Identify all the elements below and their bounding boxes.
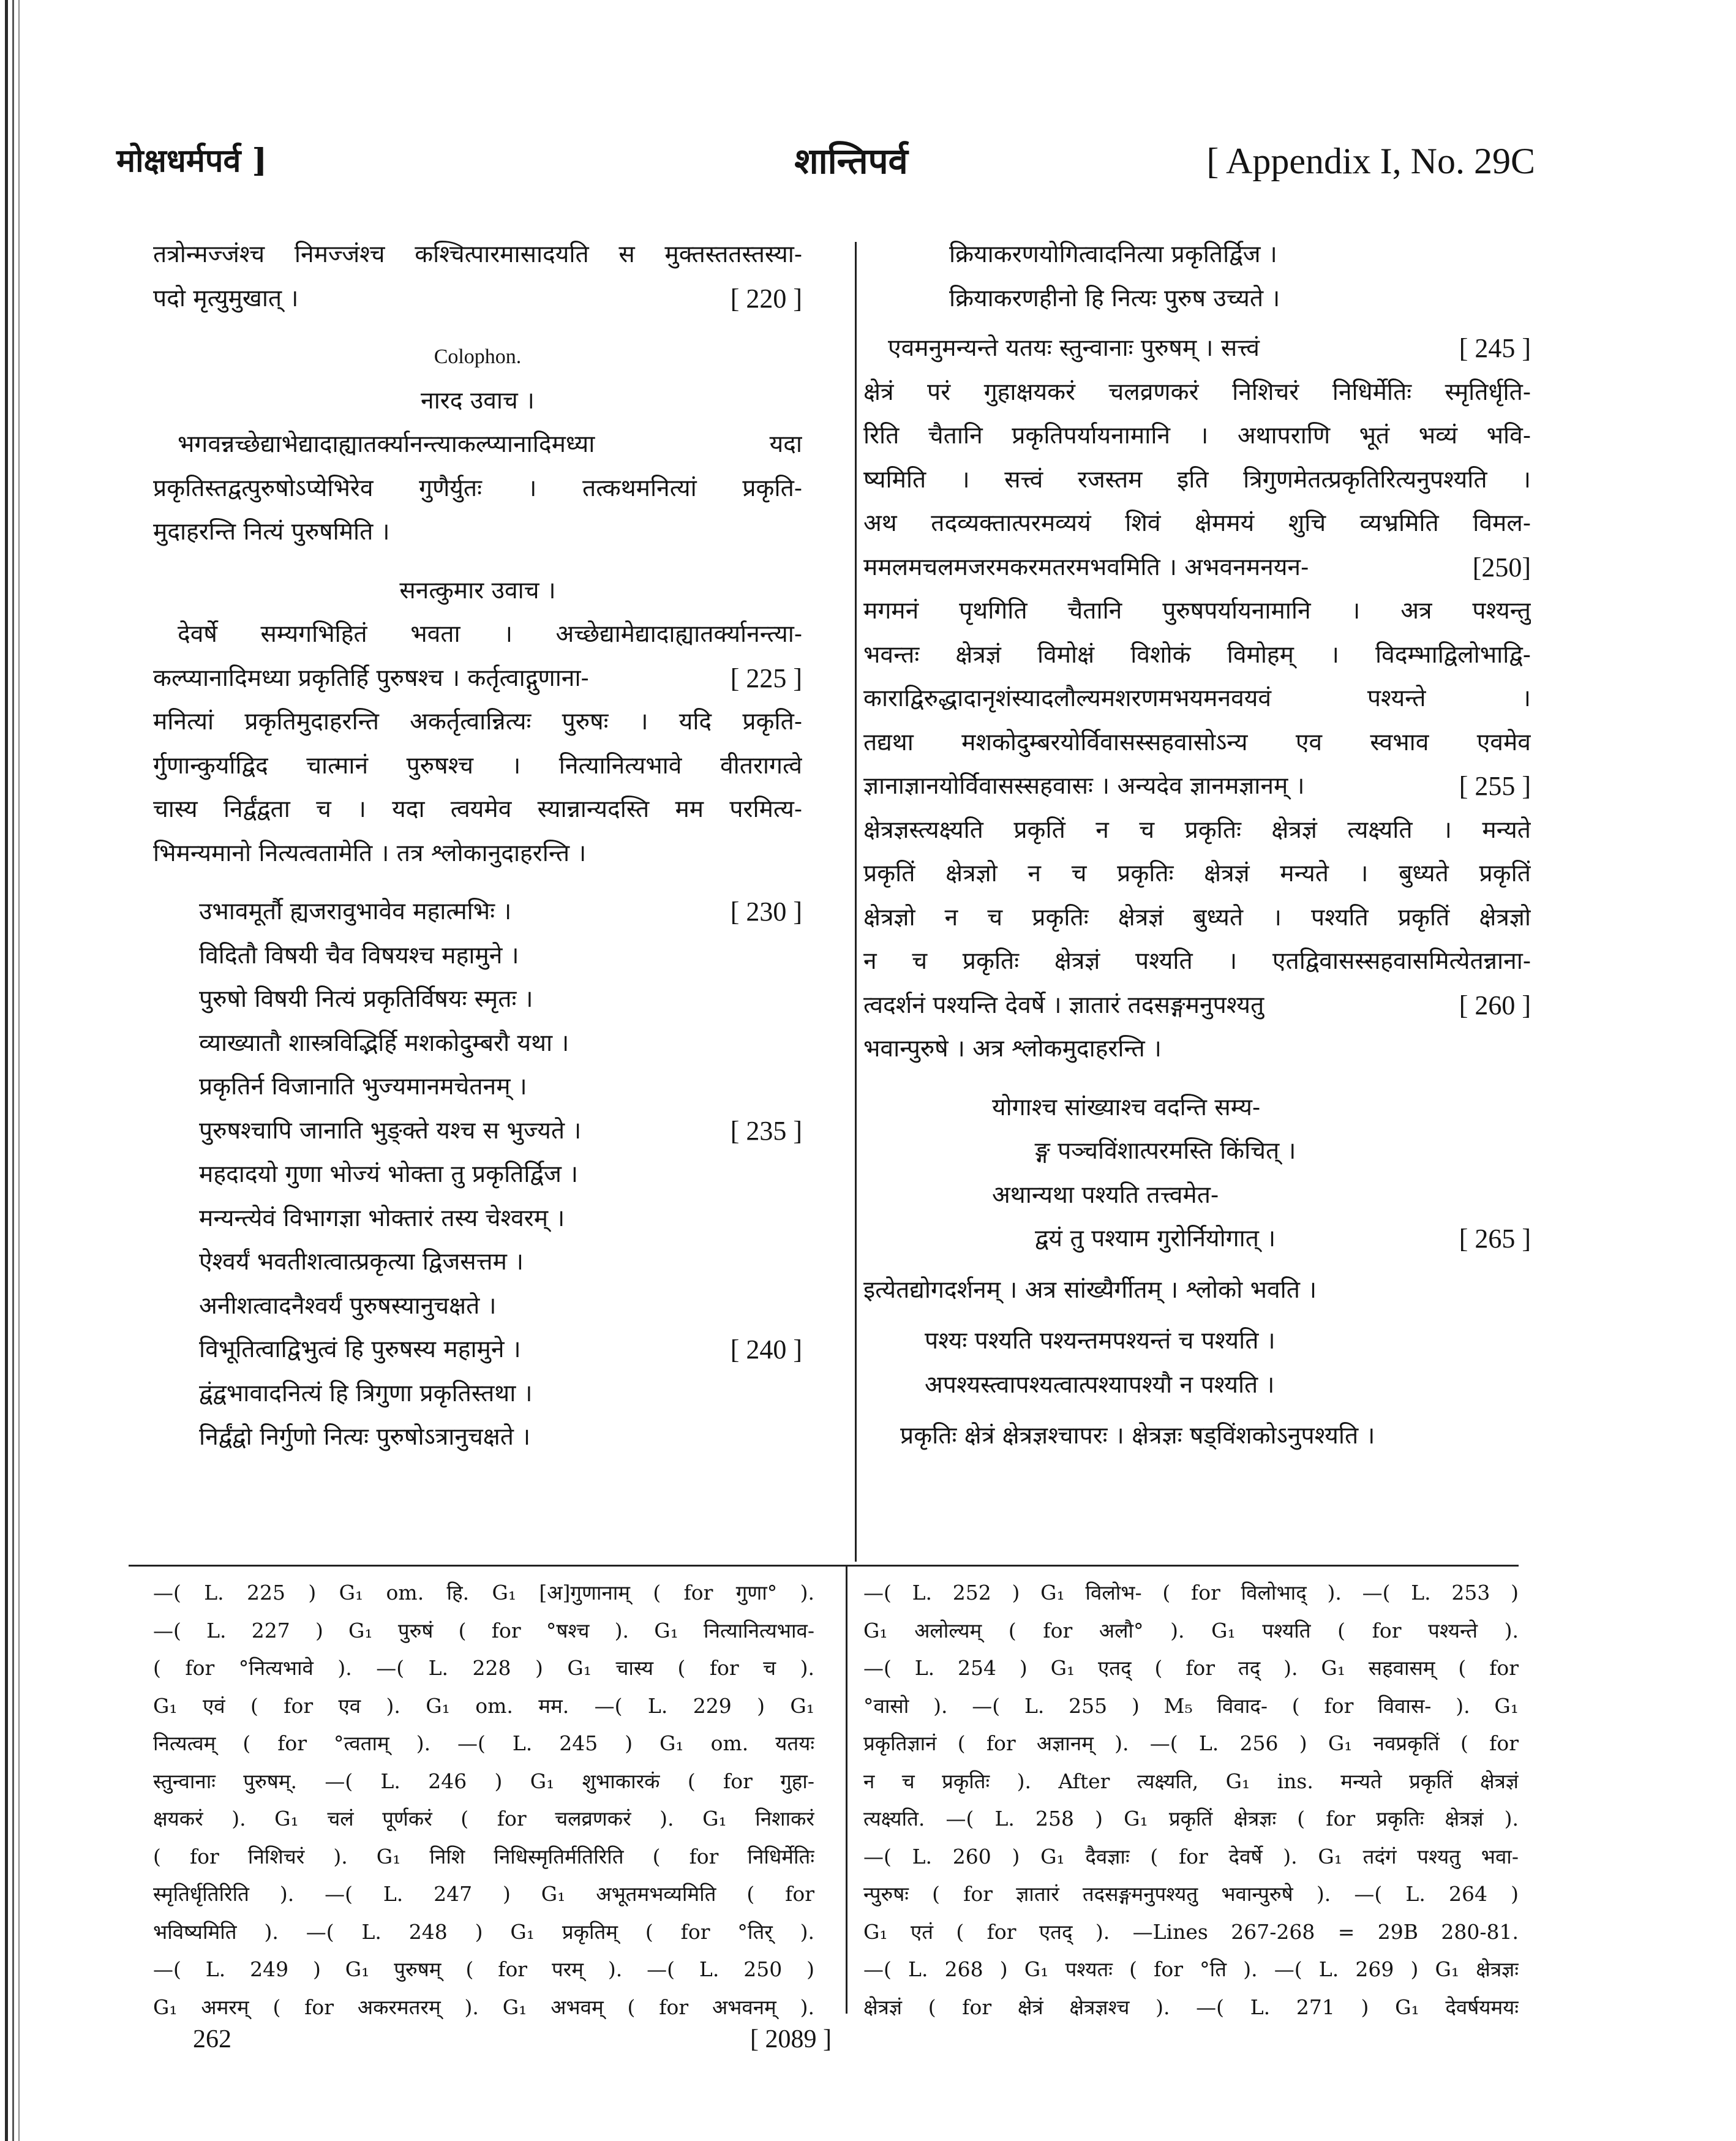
line-number: [ 230 ] <box>730 897 802 927</box>
speaker-heading: सनत्कुमार उवाच । <box>399 576 556 604</box>
verse-line: विदितौ विषयी चैव विषयश्च महामुने । <box>199 941 519 969</box>
footnote-line: G₁ एवं ( for एव ). G₁ om. मम. —( L. 229 ) G₁ <box>153 1693 814 1718</box>
left-column <box>153 233 802 1459</box>
text-line: क्षेत्रं परं गुहाक्षयकरं चलव्रणकरं निशिचरं निधिर्मेतिः स्मृतिर्धृति- <box>863 378 1531 406</box>
verse-line: योगाश्च सांख्याश्च वदन्ति सम्य- <box>992 1093 1261 1121</box>
verse-line: अथान्यथा पश्यति तत्त्वमेत- <box>992 1181 1219 1209</box>
text-line: प्रकृतिं क्षेत्रज्ञो न च प्रकृतिः क्षेत्रज्ञं मन्यते । बुध्यते प्रकृतिं <box>863 860 1531 887</box>
text-line: तद्यथा मशकोदुम्बरयोर्विवासस्सहवासोऽन्य एव स्वभाव एवमेव <box>863 728 1531 756</box>
footnote-line: —( L. 249 ) G₁ पुरुषम् ( for परम् ). —( L. 250 ) <box>153 1957 814 1981</box>
verse-line: द्वंद्वभावादनित्यं हि त्रिगुणा प्रकृतिस्तथा । <box>199 1379 533 1407</box>
text-line: न च प्रकृतिः क्षेत्रज्ञं पश्यति । एतद्विवासस्सहवासमित्येतन्नाना- <box>863 947 1531 975</box>
text-line: भिमन्यमानो नित्यत्वतामेति । तत्र श्लोकानुदाहरन्ति । <box>153 839 587 867</box>
text-line: तत्रोन्मज्जंश्च निमज्जंश्च कश्चित्पारमासादयति स मुक्तस्ततस्तस्या- <box>153 241 802 268</box>
footnote-line: —( L. 225 ) G₁ om. हि. G₁ [अ]गुणानाम् ( for गुणा° ). <box>153 1581 814 1605</box>
footnote-line: G₁ अमरम् ( for अकरमतरम् ). G₁ अभवम् ( for अभवनम् ). <box>153 1995 814 2019</box>
text-line: पदो मृत्युमुखात् । [ 220 ] <box>153 277 802 321</box>
volume-page-number: [ 2089 ] <box>750 2025 832 2053</box>
verse-line: ङ्ग पञ्चविंशात्परमस्ति किंचित् । <box>1035 1137 1296 1165</box>
verse-line: विभूतित्वाद्विभुत्वं हि पुरुषस्य महामुने । [ 240 ] <box>199 1328 802 1372</box>
footnote-line: भविष्यमिति ). —( L. 248 ) G₁ प्रकृतिम् ( for °तिर् ). <box>153 1919 814 1944</box>
footnote-line: नित्यत्वम् ( for °त्वताम् ). —( L. 245 ) G₁ om. यतयः <box>153 1731 814 1755</box>
footnote-line: —( L. 252 ) G₁ विलोभ- ( for विलोभाद् ). —( L. 253 ) <box>863 1581 1519 1605</box>
text-line: त्वदर्शनं पश्यन्ति देवर्षे । ज्ञातारं तदसङ्गमनुपश्यतु [ 260 ] <box>863 984 1531 1028</box>
column-divider <box>855 242 857 1562</box>
line-number: [250] <box>1472 552 1531 582</box>
footnotes-left <box>153 1574 814 2026</box>
text-line: देवर्षे सम्यगभिहितं भवता । अच्छेद्यामेद्यादाह्यातर्क्यानन्त्या- <box>178 620 802 648</box>
verse-block <box>153 890 802 1459</box>
verse-line: क्रियाकरणयोगित्वादनित्या प्रकृतिर्द्विज । <box>949 241 1277 268</box>
speaker-heading: नारद उवाच । <box>421 386 535 415</box>
footnote-line: प्रकृतिज्ञानं ( for अज्ञानम् ). —( L. 256 ) G₁ नवप्रकृतिं ( for <box>863 1731 1519 1755</box>
text-line: भगवन्नच्छेद्याभेद्यादाह्यातर्क्यानन्त्याकल्प्यानादिमध्या यदा <box>178 431 802 458</box>
right-column <box>863 233 1531 1458</box>
verse-line: पुरुषो विषयी नित्यं प्रकृतिर्विषयः स्मृतः । <box>199 985 533 1013</box>
verse-line: उभावमूर्तौ ह्यजरावुभावेव महात्मभिः । [ 230 ] <box>199 890 802 934</box>
text-line: अथ तदव्यक्तात्परमव्ययं शिवं क्षेममयं शुचि व्यभ्रमिति विमल- <box>863 510 1531 537</box>
verse-line: द्वयं तु पश्याम गुरोर्नियोगात् । [ 265 ] <box>863 1217 1531 1261</box>
footnote-line: —( L. 260 ) G₁ दैवज्ञाः ( for देवर्षे ). G₁ तदंगं पश्यतु भवा- <box>863 1844 1519 1868</box>
footnote-line: G₁ अलोल्यम् ( for अलौ° ). G₁ पश्यति ( for पश्यन्ते ). <box>863 1618 1519 1642</box>
text-line: ष्यमिति । सत्त्वं रजस्तम इति त्रिगुणमेतत्प्रकृतिरित्यनुपश्यति । <box>863 465 1531 494</box>
text-line: रिति चैतानि प्रकृतिपर्यायनामानि । अथापराणि भूतं भव्यं भवि- <box>863 422 1531 450</box>
footnotes-right <box>863 1574 1519 2026</box>
line-number: [ 225 ] <box>730 663 802 693</box>
verse-line: महदादयो गुणा भोज्यं भोक्ता तु प्रकृतिर्द्विज । <box>199 1161 579 1188</box>
header-section-title: मोक्षधर्मपर्व ] <box>116 142 268 179</box>
verse-line: प्रकृतिर्न विजानाति भुज्यमानमचेतनम् । <box>199 1073 527 1101</box>
line-number: [ 240 ] <box>730 1334 802 1364</box>
footnote-line: —( L. 254 ) G₁ एतद् ( for तद् ). G₁ सहवासम् ( for <box>863 1656 1519 1680</box>
footnote-line: —( L. 268 ) G₁ पश्यतः ( for °ति ). —( L. 269 ) G₁ क्षेत्रज्ञः <box>863 1957 1519 1981</box>
footnote-column-divider <box>846 1567 847 2014</box>
verse-line: क्रियाकरणहीनो हि नित्यः पुरुष उच्यते । <box>949 284 1280 312</box>
footnote-line: ( for °नित्यभावे ). —( L. 228 ) G₁ चास्य ( for च ). <box>153 1656 814 1680</box>
header-book-title: शान्तिपर्व <box>794 140 908 182</box>
verse-line: मन्यन्त्येवं विभागज्ञा भोक्तारं तस्य चेश्वरम् । <box>199 1204 565 1232</box>
footnote-line: G₁ एतं ( for एतद् ). —Lines 267-268 = 29B 280-81. <box>863 1919 1519 1944</box>
text-line: भवान्पुरुषे । अत्र श्लोकमुदाहरन्ति । <box>863 1035 1162 1063</box>
scan-edge-shadow <box>0 0 24 2141</box>
verse-line: पश्यः पश्यति पश्यन्तमपश्यन्तं च पश्यति । <box>925 1327 1276 1355</box>
footnote-line: स्तुन्वानाः पुरुषम्. —( L. 246 ) G₁ शुभाकारकं ( for गुहा- <box>153 1769 814 1793</box>
verse-line: व्याख्यातौ शास्त्रविद्भिर्हि मशकोदुम्बरौ यथा । <box>199 1029 569 1057</box>
text-line: इत्येतद्योगदर्शनम् । अत्र सांख्यैर्गीतम् । श्लोको भवति । <box>863 1276 1317 1304</box>
footnote-line: न च प्रकृतिः ). After त्यक्ष्यति, G₁ ins. मन्यते प्रकृतिं क्षेत्रज्ञं <box>863 1769 1519 1793</box>
footnote-line: °वासो ). —( L. 255 ) M₅ विवाद- ( for विवास- ). G₁ <box>863 1693 1519 1718</box>
line-number: [ 235 ] <box>730 1115 802 1146</box>
text-line: मुदाहरन्ति नित्यं पुरुषमिति । <box>153 518 390 546</box>
line-number: [ 260 ] <box>1459 990 1531 1020</box>
footnote-line: न्पुरुषः ( for ज्ञातारं तदसङ्गमनुपश्यतु भवान्पुरुषे ). —( L. 264 ) <box>863 1882 1519 1906</box>
footnote-line: क्षेत्रज्ञं ( for क्षेत्रं क्षेत्रज्ञश्च ). —( L. 271 ) G₁ देवर्षयमयः <box>863 1995 1519 2019</box>
line-number: [ 265 ] <box>1459 1224 1531 1254</box>
footnote-line: —( L. 227 ) G₁ पुरुषं ( for °षश्च ). G₁ नित्यानित्यभाव- <box>153 1618 814 1642</box>
text-line: र्गुणान्कुर्याद्विद चात्मानं पुरुषश्च । नित्यानित्यभावे वीतरागत्वे <box>153 751 802 780</box>
text-line: एवमनुमन्यन्ते यतयः स्तुन्वानाः पुरुषम् । सत्त्वं [ 245 ] <box>863 326 1531 371</box>
verse-line: ऐश्वर्यं भवतीशत्वात्प्रकृत्या द्विजसत्तम । <box>199 1248 524 1276</box>
footnote-line: त्यक्ष्यति. —( L. 258 ) G₁ प्रकृतिं क्षेत्रज्ञः ( for प्रकृतिः क्षेत्रज्ञं ). <box>863 1807 1519 1831</box>
text-line: मनित्यां प्रकृतिमुदाहरन्ति अकर्तृत्वान्नित्यः पुरुषः । यदि प्रकृति- <box>153 708 802 736</box>
footnote-line: ( for निशिचरं ). G₁ निशि निधिस्मृतिर्मतिरिति ( for निधिर्मेतिः <box>153 1844 814 1868</box>
text-line: ममलमचलमजरमकरमतरमभवमिति । अभवनमनयन- [250] <box>863 546 1531 590</box>
text-line: भवन्तः क्षेत्रज्ञं विमोक्षं विशोकं विमोहम् । विदम्भाद्विलोभाद्वि- <box>863 641 1531 669</box>
text-line: प्रकृतिस्तद्वत्पुरुषोऽप्येभिरेव गुणैर्युतः । तत्कथमनित्यां प्रकृति- <box>153 474 802 502</box>
verse-line: अपश्यस्त्वापश्यत्वात्पश्यापश्यौ न पश्यति । <box>925 1371 1275 1399</box>
text-line: क्षेत्रज्ञो न च प्रकृतिः क्षेत्रज्ञं बुध्यते । पश्यति प्रकृतिं क्षेत्रज्ञो <box>863 903 1531 931</box>
line-number: [ 220 ] <box>730 283 802 314</box>
text-line: कल्प्यानादिमध्या प्रकृतिर्हि पुरुषश्च । कर्तृत्वाद्गुणाना- [ 225 ] <box>153 657 802 701</box>
text-line: काराद्विरुद्धादानृशंस्यादलौल्यमशरणमभयमनवयवं पश्यन्ते । <box>863 685 1531 712</box>
page-number: 262 <box>193 2025 231 2053</box>
footnote-line: क्षयकरं ). G₁ चलं पूर्णकरं ( for चलव्रणकरं ). G₁ निशाकरं <box>153 1807 814 1831</box>
line-number: [ 245 ] <box>1459 333 1531 363</box>
text-line: चास्य निर्द्वंद्वता च । यदा त्वयमेव स्यान्नान्यदस्ति मम परमित्य- <box>153 796 802 823</box>
text-line: क्षेत्रज्ञस्त्यक्ष्यति प्रकृतिं न च प्रकृतिः क्षेत्रज्ञं त्यक्ष्यति । मन्यते <box>863 816 1531 844</box>
text-line: मगमनं पृथगिति चैतानि पुरुषपर्यायनामानि । अत्र पश्यन्तु <box>863 597 1531 625</box>
verse-line: अनीशत्वादनैश्वर्यं पुरुषस्यानुचक्षते । <box>199 1292 497 1320</box>
verse-line: पुरुषश्चापि जानाति भुङ्क्ते यश्च स भुज्यते । [ 235 ] <box>199 1109 802 1153</box>
header-appendix-ref: [ Appendix I, No. 29C <box>1206 141 1535 181</box>
line-number: [ 255 ] <box>1459 771 1531 801</box>
verse-line: निर्द्वंद्वो निर्गुणो नित्यः पुरुषोऽत्रानुचक्षते । <box>199 1423 531 1451</box>
colophon-heading: Colophon. <box>434 345 522 368</box>
footnote-line: स्मृतिर्धृतिरिति ). —( L. 247 ) G₁ अभूतमभव्यमिति ( for <box>153 1882 814 1906</box>
verse-line: प्रकृतिः क्षेत्रं क्षेत्रज्ञश्चापरः । क्षेत्रज्ञः षड्विंशकोऽनुपश्यति । <box>900 1422 1375 1450</box>
text-line: ज्ञानाज्ञानयोर्विवासस्सहवासः । अन्यदेव ज्ञानमज्ञानम् । [ 255 ] <box>863 764 1531 808</box>
footnote-separator <box>129 1565 1519 1567</box>
